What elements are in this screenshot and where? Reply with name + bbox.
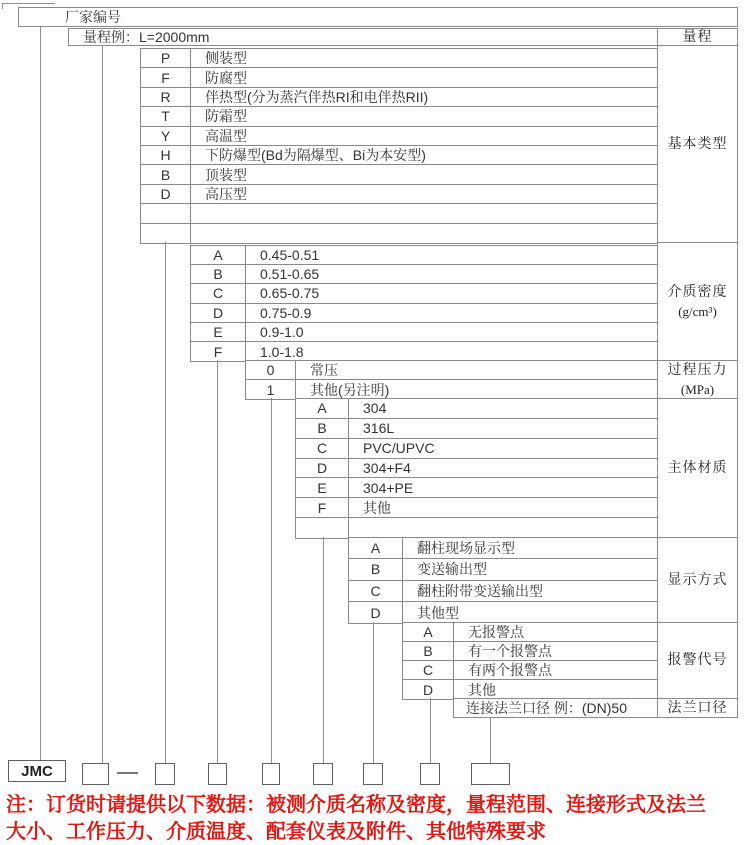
section-label-text: 介质密度	[667, 284, 728, 300]
code-cell: D	[191, 304, 246, 322]
table-row-empty	[141, 224, 659, 243]
code-box-display	[363, 763, 383, 785]
section-label-medium-density	[657, 242, 738, 361]
desc-cell: 防霜型	[205, 108, 247, 125]
desc-cell	[191, 224, 659, 243]
desc-cell: 翻柱附带变送输出型	[417, 582, 543, 599]
desc-cell: 304+F4	[363, 459, 411, 476]
display-mode-table	[348, 537, 660, 624]
code-cell: C	[349, 581, 403, 601]
section-label-alarm-code	[657, 622, 738, 699]
code-cell: B	[141, 165, 191, 183]
desc-cell	[191, 204, 659, 222]
code-cell: F	[191, 342, 246, 361]
manufacturer-code-box	[18, 7, 738, 27]
table-row	[141, 185, 659, 204]
section-label-unit: (g/cm³)	[678, 303, 717, 319]
desc-cell: PVC/UPVC	[363, 440, 435, 457]
body-material-table	[295, 398, 660, 539]
table-row	[141, 68, 659, 87]
code-box-basic-type	[155, 763, 175, 785]
page-corner-line	[2, 3, 55, 4]
code-cell: B	[296, 419, 349, 438]
table-row	[191, 323, 659, 342]
page-corner-line	[2, 3, 3, 9]
code-cell	[296, 518, 349, 538]
code-cell: E	[296, 478, 349, 497]
code-cell: 0	[246, 361, 296, 379]
section-label-text: 过程压力	[667, 362, 728, 378]
connector-line-alarm	[430, 698, 431, 763]
connector-line-pressure	[271, 398, 272, 763]
code-cell: A	[349, 538, 403, 558]
code-cell: B	[403, 642, 454, 660]
code-box-range	[82, 763, 109, 785]
table-row	[454, 699, 659, 717]
table-row	[191, 342, 659, 361]
table-row	[403, 661, 659, 680]
connector-line-material	[323, 537, 324, 763]
range-example-box	[68, 28, 658, 46]
table-row	[141, 107, 659, 126]
connector-line-manufacturer	[40, 26, 41, 760]
desc-cell: 防腐型	[205, 69, 247, 86]
desc-cell: 下防爆型(Bd为隔爆型、Bi为本安型)	[205, 147, 426, 164]
table-row	[403, 623, 659, 642]
table-row	[191, 304, 659, 323]
code-box-flange	[471, 763, 510, 785]
order-note-line1: 注：订货时请提供以下数据：被测介质名称及密度，量程范围、连接形式及法兰	[6, 794, 706, 816]
code-box-material	[313, 763, 333, 785]
table-row	[141, 49, 659, 68]
desc-cell: 0.75-0.9	[260, 304, 312, 321]
code-box-density	[208, 763, 227, 785]
code-cell: A	[296, 399, 349, 418]
code-cell: D	[349, 602, 403, 623]
desc-cell: 0.51-0.65	[260, 266, 320, 283]
desc-cell: 0.9-1.0	[260, 323, 304, 340]
desc-cell: 0.65-0.75	[260, 285, 320, 302]
desc-cell: 有两个报警点	[468, 662, 552, 678]
section-label-text: 主体材质	[667, 460, 728, 476]
table-row	[349, 559, 659, 580]
section-label-text: 法兰口径	[667, 700, 728, 716]
code-cell: T	[141, 107, 191, 125]
code-cell: F	[141, 68, 191, 86]
desc-cell: 伴热型(分为蒸汽伴热RI和电伴热RII)	[205, 88, 429, 105]
section-label-text: 量程	[682, 29, 713, 45]
desc-cell: 高温型	[205, 127, 247, 144]
model-prefix-box	[8, 760, 66, 782]
connector-line-range	[102, 45, 103, 763]
manufacturer-code-label: 厂家编号	[65, 9, 121, 25]
table-row	[349, 581, 659, 602]
table-row-empty	[141, 204, 659, 223]
code-cell	[141, 224, 191, 243]
code-cell: D	[403, 680, 454, 699]
order-note-line2: 大小、工作压力、介质温度、配套仪表及附件、其他特殊要求	[6, 821, 546, 843]
section-label-body-material	[657, 398, 738, 538]
table-row	[296, 498, 659, 518]
connector-line-display	[373, 622, 374, 763]
table-row	[141, 146, 659, 165]
table-row	[191, 265, 659, 284]
code-cell: B	[349, 559, 403, 579]
desc-cell: 侧装型	[205, 50, 247, 67]
table-row	[403, 642, 659, 661]
desc-cell: 其他	[468, 681, 496, 698]
desc-cell: 翻柱现场显示型	[417, 540, 515, 557]
code-cell: D	[141, 185, 191, 203]
code-cell: Y	[141, 127, 191, 145]
code-cell: A	[191, 246, 246, 264]
table-row	[349, 538, 659, 559]
code-cell: B	[191, 265, 246, 283]
model-prefix-text: JMC	[21, 762, 53, 780]
section-label-text: 显示方式	[667, 572, 728, 588]
section-label-text: 基本类型	[667, 136, 728, 152]
code-cell: C	[403, 661, 454, 679]
code-cell: F	[296, 498, 349, 517]
alarm-code-table	[402, 622, 660, 700]
code-box-alarm	[420, 763, 440, 785]
desc-cell: 常压	[310, 362, 338, 378]
table-row	[141, 88, 659, 107]
desc-cell: 有一个报警点	[468, 643, 552, 659]
section-label-unit: (MPa)	[680, 381, 715, 397]
code-cell: E	[191, 323, 246, 341]
code-cell: C	[191, 284, 246, 302]
code-cell: 1	[246, 380, 296, 399]
table-row	[141, 165, 659, 184]
desc-cell: 无报警点	[468, 624, 524, 640]
basic-type-table	[140, 48, 660, 244]
section-label-display-mode	[657, 537, 738, 623]
table-row	[296, 399, 659, 419]
flange-size-row	[453, 698, 660, 718]
table-row	[296, 439, 659, 459]
table-row	[246, 361, 659, 380]
desc-cell: 其他(另注明)	[310, 381, 390, 398]
table-row	[246, 380, 659, 399]
table-row	[296, 459, 659, 479]
section-label-flange-size	[657, 698, 738, 718]
desc-cell: 其他	[363, 499, 391, 516]
code-cell: R	[141, 88, 191, 106]
order-note	[6, 792, 748, 845]
code-cell: D	[296, 459, 349, 478]
connector-line-density	[217, 360, 218, 763]
desc-cell: 0.45-0.51	[260, 247, 320, 264]
section-label-basic-type	[657, 45, 738, 243]
table-row	[403, 680, 659, 699]
table-row	[191, 246, 659, 265]
desc-cell: 顶装型	[205, 166, 247, 183]
desc-cell: 316L	[363, 420, 395, 437]
connector-line-flange	[490, 717, 491, 763]
desc-cell: 高压型	[205, 185, 247, 202]
desc-cell: 其他型	[417, 604, 459, 621]
code-separator-dash	[117, 772, 138, 774]
table-row	[141, 127, 659, 146]
desc-cell: 连接法兰口径 例：(DN)50	[466, 700, 628, 716]
section-label-process-pressure	[657, 360, 738, 399]
table-row	[349, 602, 659, 623]
desc-cell: 变送输出型	[417, 561, 487, 578]
code-cell	[141, 204, 191, 222]
connector-line-basic-type	[165, 242, 166, 763]
table-row-empty	[296, 518, 659, 538]
table-row	[296, 478, 659, 498]
range-example-text: 量程例：L=2000mm	[83, 29, 210, 45]
table-row	[296, 419, 659, 439]
medium-density-table	[190, 245, 660, 362]
section-label-text: 报警代号	[667, 653, 728, 668]
desc-cell: 304	[363, 400, 387, 417]
code-cell: C	[296, 439, 349, 458]
code-cell: P	[141, 49, 191, 67]
desc-cell	[349, 518, 659, 538]
code-box-pressure	[262, 763, 280, 785]
code-cell: H	[141, 146, 191, 164]
desc-cell: 304+PE	[363, 479, 414, 496]
process-pressure-table	[245, 360, 660, 400]
code-cell: A	[403, 623, 454, 641]
desc-cell: 1.0-1.8	[260, 343, 304, 360]
table-row	[191, 284, 659, 303]
section-label-range	[657, 28, 738, 46]
